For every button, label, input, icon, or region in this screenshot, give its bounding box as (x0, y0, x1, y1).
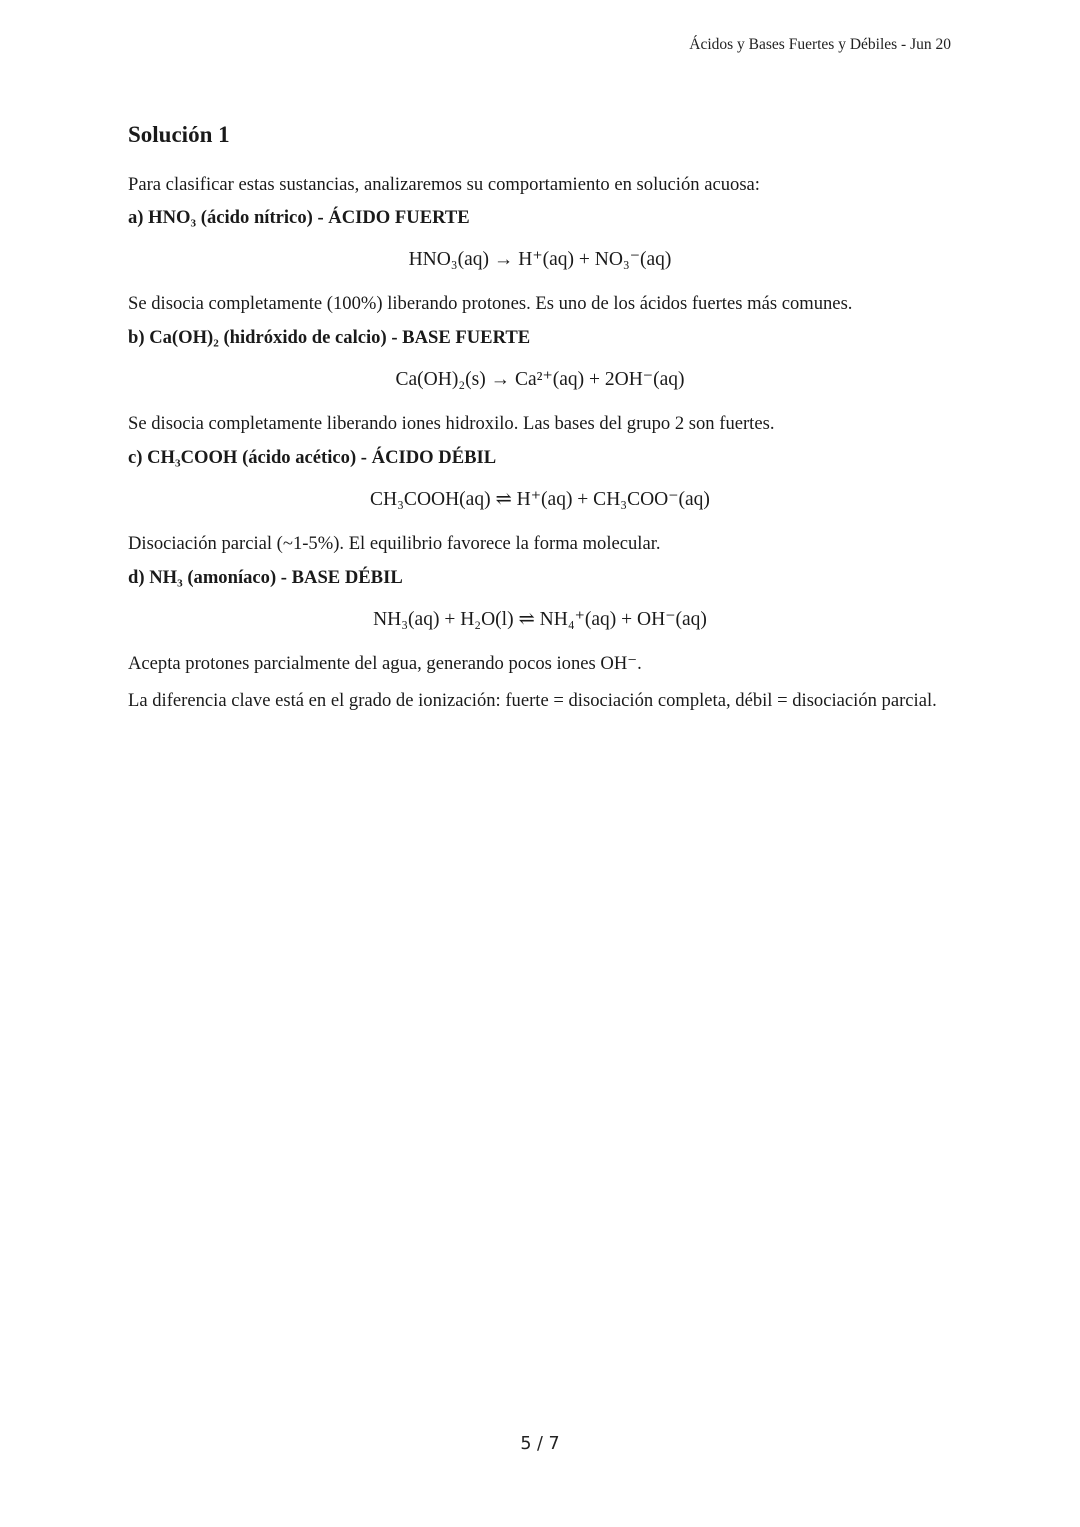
item-c-formula: CH₃COOH (147, 447, 238, 468)
item-b-explanation: Se disocia completamente liberando iones hidroxilo. Las bases del grupo 2 son fuertes. (128, 413, 775, 434)
item-a-formula: HNO₃ (148, 207, 197, 228)
page-number: 5 / 7 (520, 1434, 560, 1454)
item-a-description: (ácido nítrico) - ÁCIDO FUERTE (200, 207, 470, 228)
item-d-description: (amoníaco) - BASE DÉBIL (187, 567, 403, 588)
item-b-letter: b) (128, 327, 145, 348)
item-a-heading (128, 207, 470, 229)
section-title: Solución 1 (128, 122, 230, 147)
item-c-letter: c) (128, 447, 143, 468)
running-header: Ácidos y Bases Fuertes y Débiles - Jun 20 (689, 36, 951, 53)
item-c-description: (ácido acético) - ÁCIDO DÉBIL (242, 447, 497, 468)
equation-c: CH₃COOH(aq) ⇌ H⁺(aq) + CH₃COO⁻(aq) (370, 489, 710, 510)
item-a-letter: a) (128, 207, 144, 228)
conclusion-paragraph: La diferencia clave está en el grado de ionización: fuerte = disociación completa, débil = disociación parcial. (128, 690, 937, 711)
item-c-heading (128, 447, 496, 469)
item-b-description: (hidróxido de calcio) - BASE FUERTE (223, 327, 531, 348)
item-b-heading (128, 327, 530, 349)
item-c-explanation: Disociación parcial (~1-5%). El equilibrio favorece la forma molecular. (128, 533, 661, 554)
item-a-explanation: Se disocia completamente (100%) liberando protones. Es uno de los ácidos fuertes más comunes. (128, 293, 853, 314)
equation-b: Ca(OH)₂(s) → Ca²⁺(aq) + 2OH⁻(aq) (395, 369, 685, 390)
equation-d: NH₃(aq) + H₂O(l) ⇌ NH₄⁺(aq) + OH⁻(aq) (373, 609, 707, 630)
item-d-heading (128, 567, 403, 589)
intro-paragraph: Para clasificar estas sustancias, analizaremos su comportamiento en solución acuosa: (128, 174, 760, 195)
item-d-letter: d) (128, 567, 145, 588)
item-d-explanation: Acepta protones parcialmente del agua, generando pocos iones OH⁻. (128, 653, 642, 674)
item-d-formula: NH₃ (149, 567, 183, 588)
equation-a: HNO₃(aq) → H⁺(aq) + NO₃⁻(aq) (408, 249, 672, 270)
item-b-formula: Ca(OH)₂ (149, 327, 219, 348)
